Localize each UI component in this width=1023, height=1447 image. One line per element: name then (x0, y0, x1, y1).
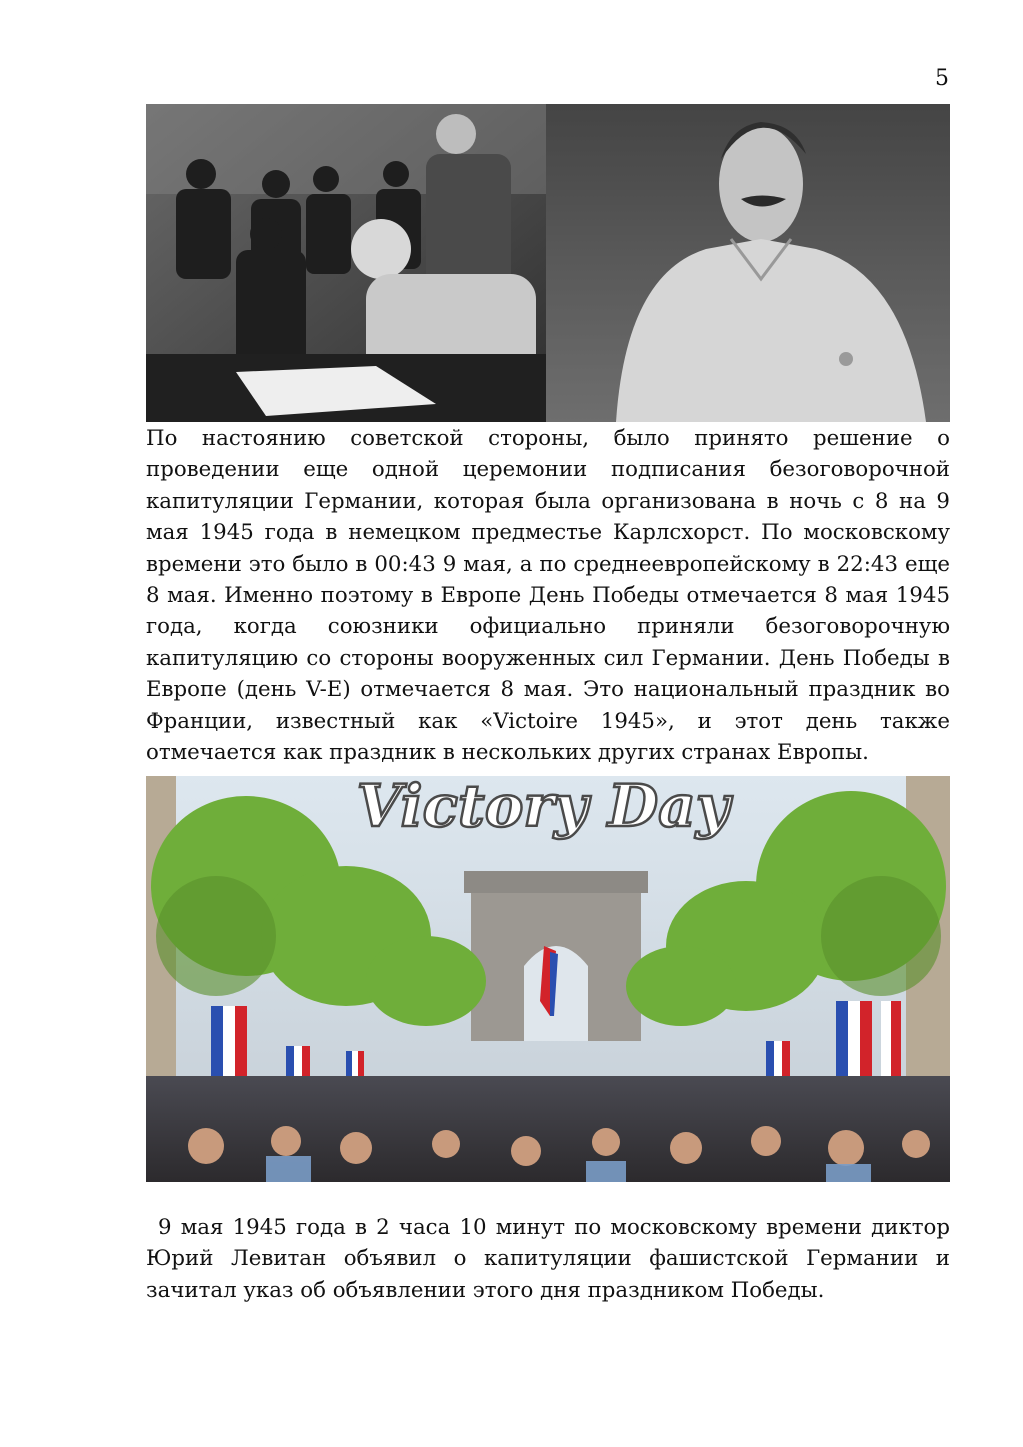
body-paragraph-1: По настоянию советской стороны, было принято решение о проведении еще одной церемонии подписания безоговорочной капитуляции Германии, которая была организована в ночь с 8 на 9 мая 1945 года в немецком предместье Карлсхорст. По московскому времени это было в 00:43 9 мая, а по среднеевропейскому в 22:43 еще 8 мая. Именно поэтому в Европе День Победы отмечается 8 мая 1945 года, когда союзники официально приняли безоговорочную капитуляцию со стороны вооруженных сил Германии. День Победы в Европе (день V-E) отмечается 8 мая. Это национальный праздник во Франции, известный как «Victoire 1945», и этот день также отмечается как праздник в нескольких других странах Европы. (146, 426, 950, 766)
victory-day-photo (146, 776, 950, 1182)
body-paragraph-2: 9 мая 1945 года в 2 часа 10 минут по московскому времени диктор Юрий Левитан объявил о капитуляции фашистской Германии и зачитал указ об объявлении этого дня праздником Победы. (146, 1215, 950, 1303)
historical-signing-photo (146, 104, 950, 422)
victory-day-banner: Victory Day (356, 776, 730, 840)
page-number: 5 (935, 66, 949, 91)
